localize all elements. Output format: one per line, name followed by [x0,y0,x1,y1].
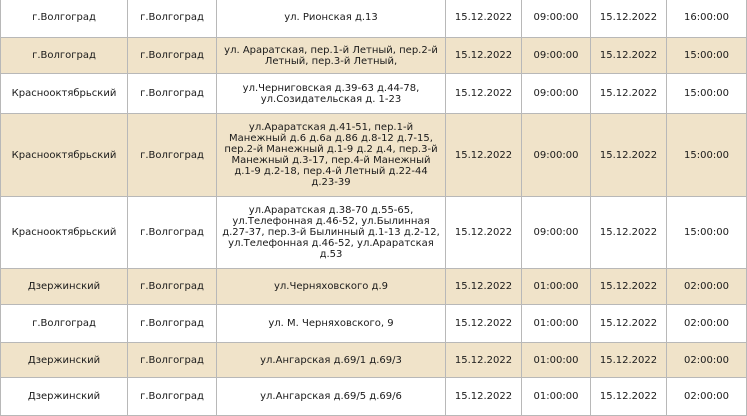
end-time-cell: 15:00:00 [667,74,747,114]
start-time-cell: 09:00:00 [522,0,591,38]
end-time-cell: 15:00:00 [667,114,747,197]
end-date-cell: 15.12.2022 [591,38,667,74]
start-time-cell: 09:00:00 [522,74,591,114]
start-date-cell: 15.12.2022 [446,38,522,74]
address-cell: ул.Араратская д.41-51, пер.1-й Манежный д.6 д.6а д.86 д.8-12 д.7-15, пер.2-й Манежный д.1-9 д.2 д.4, пер.3-й Манежный д.3-17, пер.4-й Манежный д.1-9 д.2-18, пер.4-й Летный д.22-44 д.23-39 [217,114,446,197]
end-time-cell: 02:00:00 [667,343,747,378]
district-cell: г.Волгоград [1,305,128,343]
start-date-cell: 15.12.2022 [446,0,522,38]
start-date-cell: 15.12.2022 [446,305,522,343]
address-cell: ул.Черняховского д.9 [217,269,446,305]
start-time-cell: 09:00:00 [522,114,591,197]
end-date-cell: 15.12.2022 [591,197,667,269]
city-cell: г.Волгоград [128,305,217,343]
end-date-cell: 15.12.2022 [591,343,667,378]
end-time-cell: 15:00:00 [667,197,747,269]
city-cell: г.Волгоград [128,343,217,378]
district-cell: г.Волгоград [1,0,128,38]
address-cell: ул. М. Черняховского, 9 [217,305,446,343]
district-cell: Дзержинский [1,343,128,378]
city-cell: г.Волгоград [128,74,217,114]
start-time-cell: 01:00:00 [522,378,591,416]
table-row [1,378,747,416]
start-time-cell: 09:00:00 [522,197,591,269]
start-date-cell: 15.12.2022 [446,378,522,416]
district-cell: Дзержинский [1,269,128,305]
address-cell: ул.Ангарская д.69/1 д.69/3 [217,343,446,378]
city-cell: г.Волгоград [128,0,217,38]
start-date-cell: 15.12.2022 [446,74,522,114]
district-cell: Дзержинский [1,378,128,416]
end-time-cell: 02:00:00 [667,378,747,416]
city-cell: г.Волгоград [128,114,217,197]
start-date-cell: 15.12.2022 [446,114,522,197]
start-date-cell: 15.12.2022 [446,269,522,305]
district-cell: Краснооктябрьский [1,114,128,197]
city-cell: г.Волгоград [128,197,217,269]
table-row [1,305,747,343]
city-cell: г.Волгоград [128,38,217,74]
city-cell: г.Волгоград [128,378,217,416]
end-date-cell: 15.12.2022 [591,114,667,197]
start-time-cell: 01:00:00 [522,343,591,378]
table-row [1,343,747,378]
table-row [1,74,747,114]
city-cell: г.Волгоград [128,269,217,305]
end-date-cell: 15.12.2022 [591,74,667,114]
table-row [1,38,747,74]
end-date-cell: 15.12.2022 [591,378,667,416]
end-date-cell: 15.12.2022 [591,0,667,38]
end-time-cell: 02:00:00 [667,305,747,343]
district-cell: г.Волгоград [1,38,128,74]
start-date-cell: 15.12.2022 [446,197,522,269]
district-cell: Краснооктябрьский [1,197,128,269]
table-row [1,197,747,269]
address-cell: ул.Ангарская д.69/5 д.69/6 [217,378,446,416]
address-cell: ул. Араратская, пер.1-й Летный, пер.2-й Летный, пер.3-й Летный, [217,38,446,74]
start-time-cell: 09:00:00 [522,38,591,74]
table-row [1,269,747,305]
start-time-cell: 01:00:00 [522,305,591,343]
address-cell: ул. Рионская д.13 [217,0,446,38]
start-date-cell: 15.12.2022 [446,343,522,378]
start-time-cell: 01:00:00 [522,269,591,305]
table-row [1,114,747,197]
address-cell: ул.Араратская д.38-70 д.55-65, ул.Телефонная д.46-52, ул.Былинная д.27-37, пер.3-й Былинный д.1-13 д.2-12, ул.Телефонная д.46-52, ул.Араратская д.53 [217,197,446,269]
address-cell: ул.Черниговская д.39-63 д.44-78, ул.Созидательская д. 1-23 [217,74,446,114]
end-date-cell: 15.12.2022 [591,269,667,305]
end-time-cell: 15:00:00 [667,38,747,74]
end-time-cell: 02:00:00 [667,269,747,305]
table-row [1,0,747,38]
end-date-cell: 15.12.2022 [591,305,667,343]
district-cell: Краснооктябрьский [1,74,128,114]
end-time-cell: 16:00:00 [667,0,747,38]
